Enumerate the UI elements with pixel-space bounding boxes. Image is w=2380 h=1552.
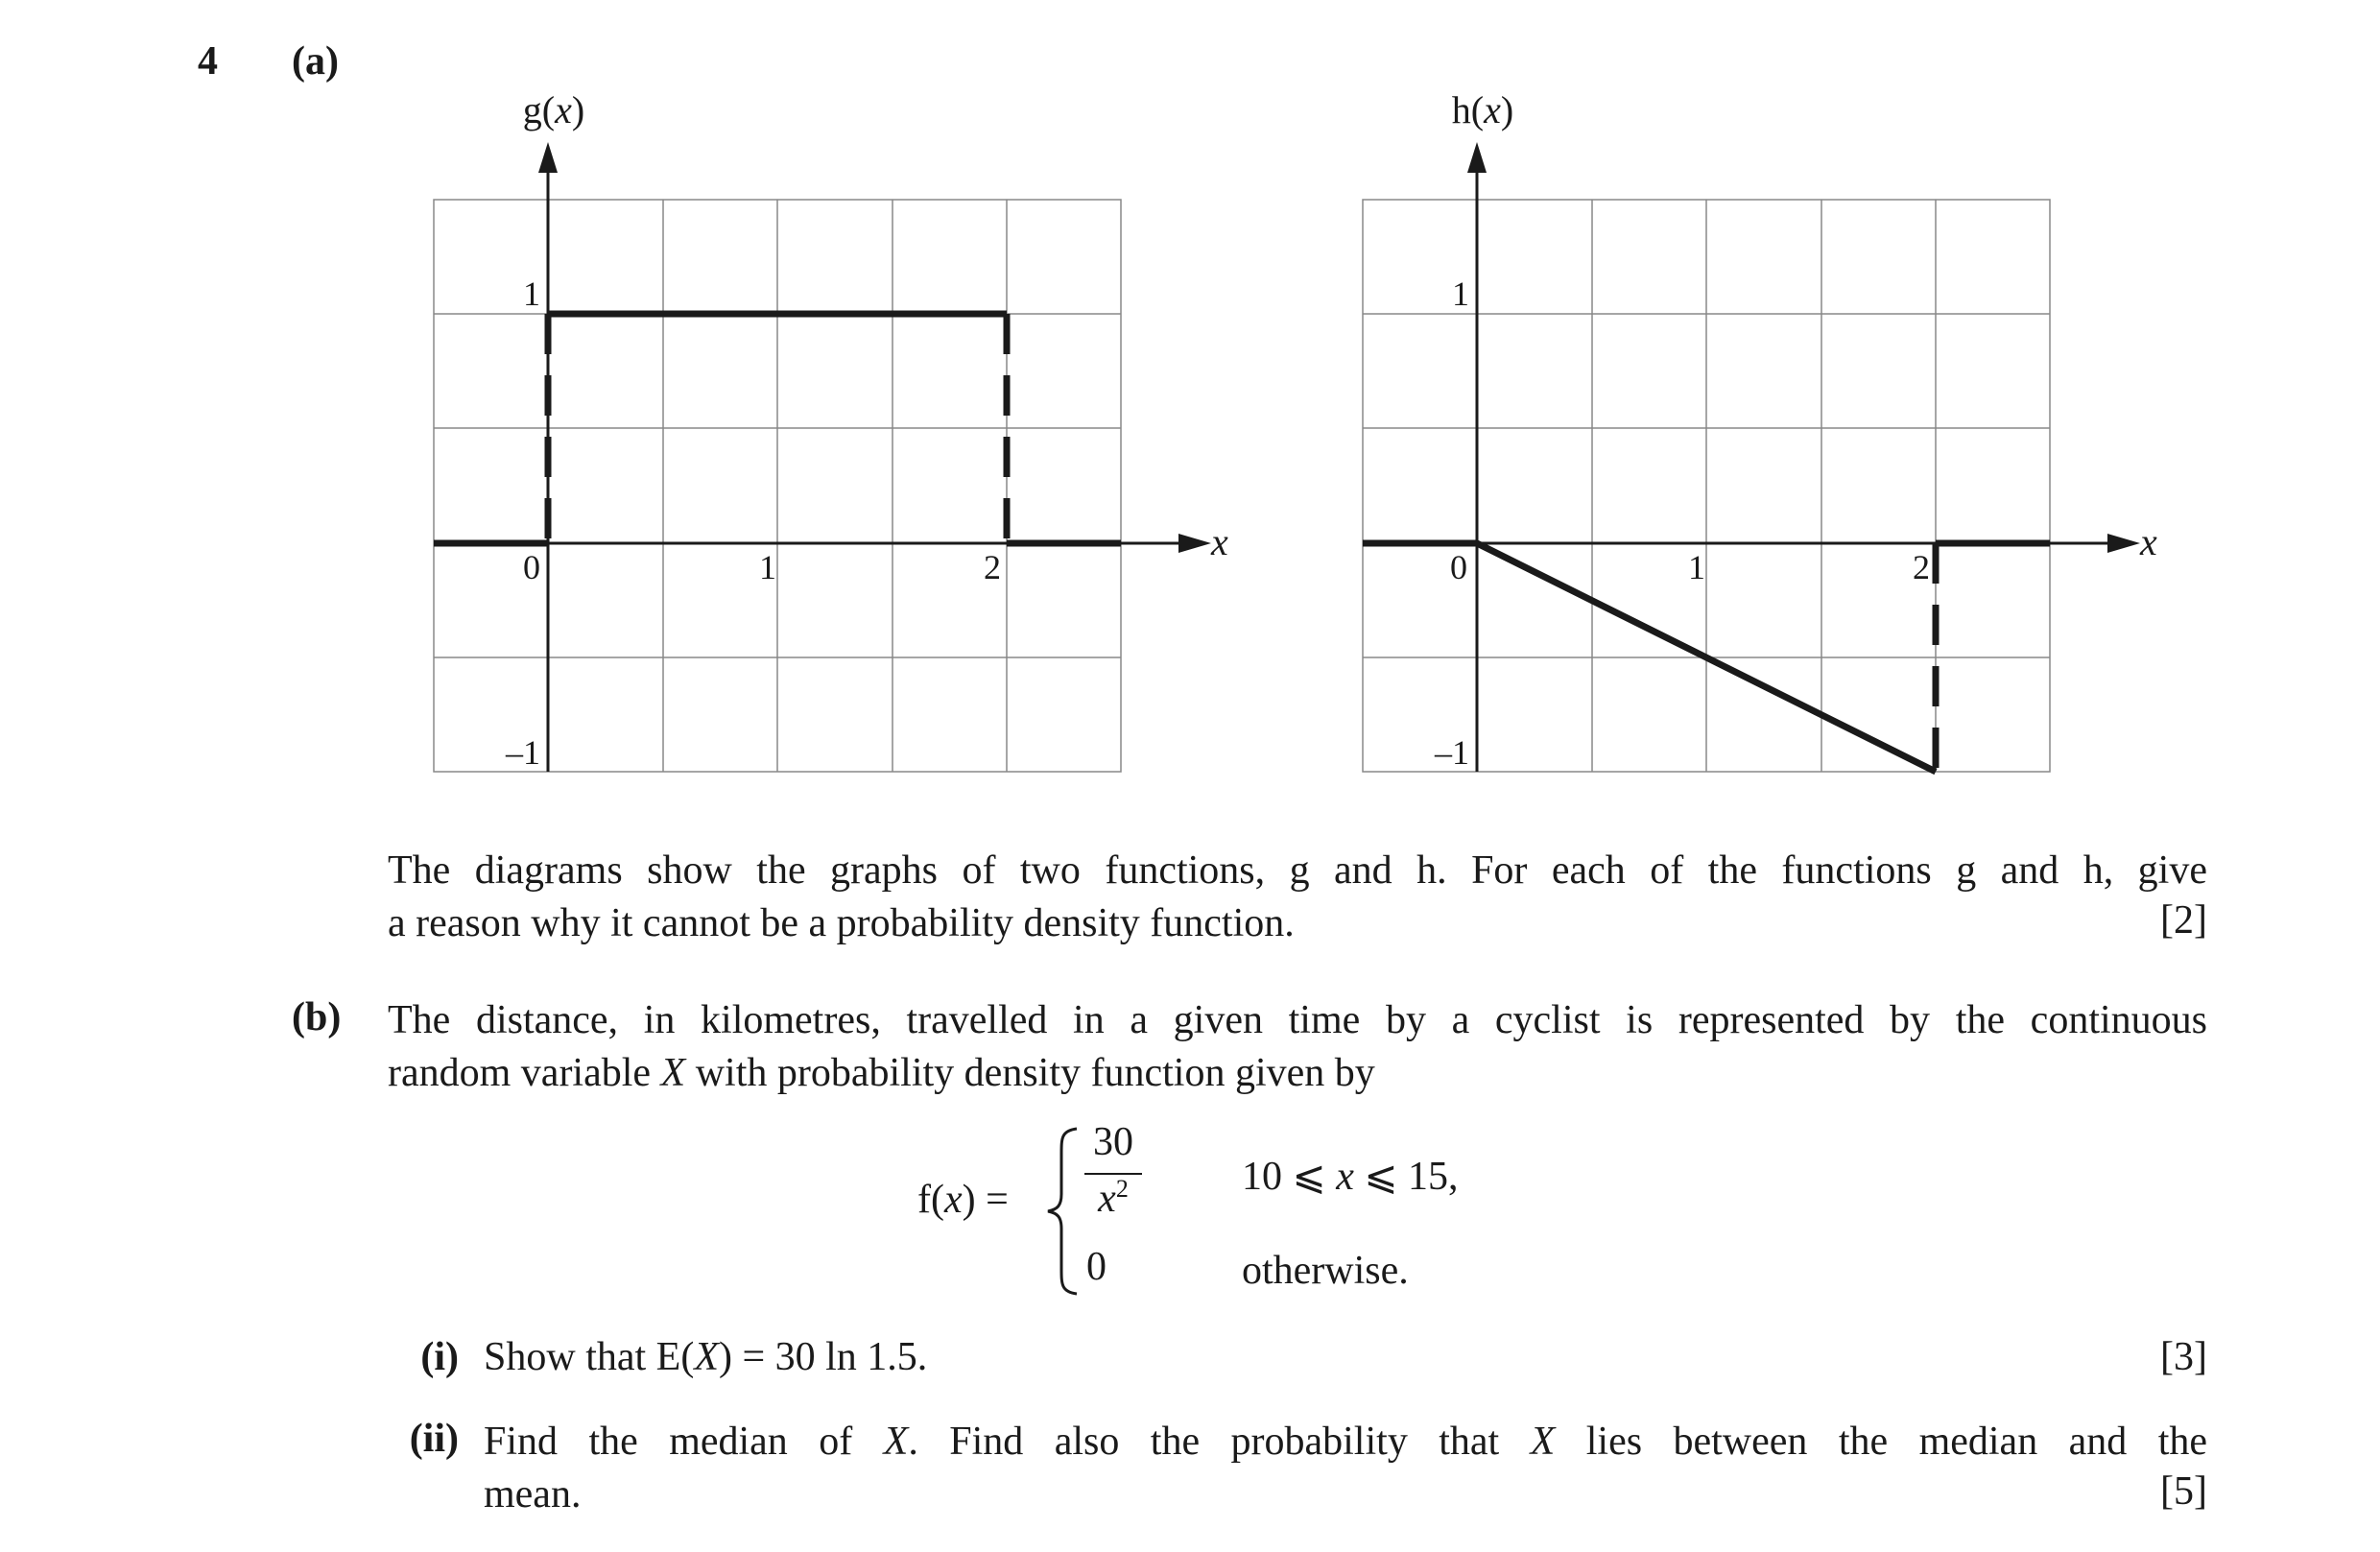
formula-condition2: otherwise. bbox=[1242, 1249, 1409, 1293]
graph-g-tick-x2: 2 bbox=[984, 548, 1001, 586]
formula-condition1: 10 ⩽ x ⩽ 15, bbox=[1242, 1155, 1459, 1199]
sub-ii-line1: Find the median of X. Find also the probability that X lies between the median and the bbox=[484, 1420, 2207, 1464]
sub-ii-line2: mean. bbox=[484, 1472, 582, 1516]
part-b-text bbox=[388, 994, 2207, 1100]
part-a-line1: The diagrams show the graphs of two functions, g and h. For each of the functions g and h, give bbox=[388, 848, 2207, 893]
graph-g-ylabel: g(x) bbox=[522, 88, 585, 131]
formula-denominator: $x^2$ bbox=[1098, 1175, 1129, 1221]
question-number: 4 bbox=[198, 39, 218, 84]
graph-h-xlabel: x bbox=[2140, 520, 2157, 563]
sub-ii-marks: [5] bbox=[2160, 1469, 2207, 1514]
graph-h-ylabel: h(x) bbox=[1451, 88, 1514, 131]
graph-h-tick-x2: 2 bbox=[1913, 548, 1930, 586]
part-b-line1: The distance, in kilometres, travelled in a given time by a cyclist is represented by the continuous bbox=[388, 998, 2207, 1042]
sub-i-marks: [3] bbox=[2160, 1335, 2207, 1379]
formula-lhs: f(x) = bbox=[917, 1178, 1009, 1222]
sub-ii-text bbox=[484, 1416, 2207, 1521]
graph-g-tick-y1: 1 bbox=[523, 275, 540, 313]
graph-h-y-arrow bbox=[1467, 142, 1487, 173]
part-a-label: (a) bbox=[292, 39, 339, 84]
formula-zero: 0 bbox=[1086, 1245, 1107, 1289]
sub-i-text: Show that E(X) = 30 ln 1.5. bbox=[484, 1335, 928, 1379]
graph-h-tick-x1: 1 bbox=[1688, 548, 1705, 586]
sub-i-label: (i) bbox=[420, 1335, 459, 1379]
sub-ii-label: (ii) bbox=[409, 1417, 459, 1461]
part-b-label: (b) bbox=[292, 995, 342, 1039]
graph-h-tick-y1: 1 bbox=[1452, 275, 1469, 313]
graph-h-tick-ym1: –1 bbox=[1435, 733, 1469, 772]
graph-g-tick-x0: 0 bbox=[523, 548, 540, 586]
part-b-line2: random variable X with probability density function given by bbox=[388, 1051, 1375, 1095]
graph-g-xlabel: x bbox=[1211, 520, 1228, 563]
pdf-formula bbox=[902, 1113, 1574, 1305]
formula-numerator: 30 bbox=[1093, 1120, 1133, 1164]
formula-brace bbox=[1044, 1125, 1083, 1298]
part-a-marks: [2] bbox=[2160, 898, 2207, 943]
graph-g-tick-x1: 1 bbox=[759, 548, 776, 586]
part-a-line2: a reason why it cannot be a probability density function. bbox=[388, 901, 1295, 945]
graph-h-x-arrow bbox=[2107, 534, 2140, 553]
graph-h-tick-x0: 0 bbox=[1450, 548, 1467, 586]
part-a-text bbox=[388, 845, 2207, 950]
graph-g-tick-ym1: –1 bbox=[506, 733, 540, 772]
